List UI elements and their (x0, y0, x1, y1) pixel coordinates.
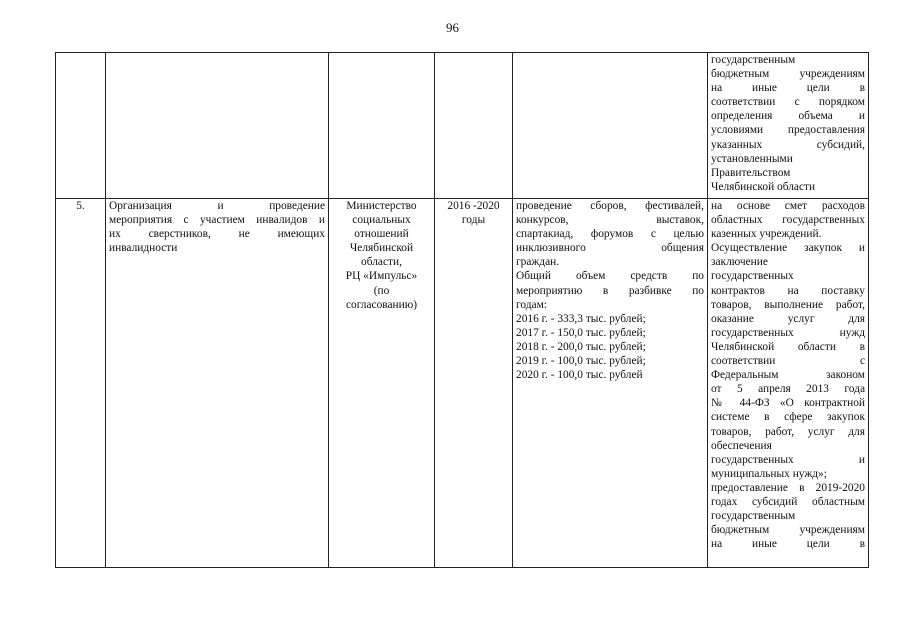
row-number: 5. (76, 200, 85, 212)
cell-content (513, 199, 708, 568)
cell-activity-empty (106, 53, 329, 199)
text-line: спартакиад, форумов с целью (516, 228, 704, 241)
text-line: Челябинской области в (711, 340, 865, 353)
text-line: на иные цели в (711, 82, 865, 95)
table-row (56, 53, 869, 199)
text-line: бюджетным учреждениям (711, 68, 865, 81)
text-line: муниципальных нужд»; (711, 467, 827, 480)
text-line: товаров, выполнение работ, (711, 298, 865, 311)
text-line: конкурсов, выставок, (516, 214, 704, 227)
text-line: 2020 г. - 100,0 тыс. рублей (516, 369, 643, 382)
page-number: 96 (446, 20, 459, 35)
text-line: № 44-ФЗ «О контрактной (711, 397, 865, 410)
text-line: контрактов на поставку (711, 284, 865, 297)
cell-executor (329, 199, 435, 568)
text-line: годы (461, 214, 486, 227)
text-line: инклюзивного общения (516, 242, 704, 255)
text-line: инвалидности (109, 242, 178, 255)
text-line: Правительством (711, 166, 791, 179)
text-line: области, (361, 256, 402, 269)
text-line: предоставление в 2019-2020 (711, 481, 865, 494)
cell-mechanism-continued (708, 53, 869, 199)
text-line: областных государственных (711, 214, 865, 227)
text-line: Челябинской области (711, 180, 816, 193)
text-line: установленными (711, 152, 793, 165)
text-line: обеспечения (711, 439, 772, 452)
text-line: проведение сборов, фестивалей, (516, 200, 704, 212)
table-row (56, 199, 869, 568)
text-line: годам: (516, 298, 547, 311)
cell-content-empty (513, 53, 708, 199)
text-line: государственным (711, 510, 796, 523)
text-line: государственных нужд (711, 326, 865, 339)
text-line: согласованию) (345, 298, 418, 311)
text-line: на основе смет расходов (711, 200, 865, 212)
cell-number-empty (56, 53, 106, 199)
text-line: мероприятия с участием инвалидов и (109, 214, 325, 227)
text-line: государственным (711, 54, 796, 66)
measures-table (55, 52, 869, 568)
text-line: 2016 г. - 333,3 тыс. рублей; (516, 312, 646, 325)
text-line: 2018 г. - 200,0 тыс. рублей; (516, 340, 646, 353)
text-line: от 5 апреля 2013 года (711, 383, 865, 396)
text-line: указанных субсидий, (711, 138, 865, 151)
text-line: социальных (352, 214, 411, 227)
text-line: их сверстников, не имеющих (109, 228, 325, 241)
text-line: государственных и (711, 453, 865, 466)
cell-activity (106, 199, 329, 568)
text-line: соответствии с порядком (711, 96, 865, 109)
text-line: соответствии с (711, 355, 865, 368)
text-line: Челябинской (349, 242, 414, 255)
text-line: Осуществление закупок и (711, 242, 865, 255)
text-line: условиями предоставления (711, 124, 865, 137)
text-line: заключение (711, 256, 768, 269)
text-line: 2019 г. - 100,0 тыс. рублей; (516, 355, 646, 368)
cell-number (56, 199, 106, 568)
text-line: Федеральным законом (711, 369, 865, 382)
text-line: (по (373, 284, 390, 297)
text-line: товаров, работ, услуг для (711, 425, 865, 438)
text-line: 2016 -2020 (447, 200, 500, 212)
text-line: Министерство (346, 200, 417, 212)
text-line: на иные цели в (711, 538, 865, 551)
text-line: мероприятию в разбивке по (516, 284, 704, 297)
cell-executor-empty (329, 53, 435, 199)
text-line: РЦ «Импульс» (345, 270, 418, 283)
cell-period-empty (435, 53, 513, 199)
text-line: бюджетным учреждениям (711, 524, 865, 537)
cell-mechanism (708, 199, 869, 568)
text-line: оказание услуг для (711, 312, 865, 325)
text-line: Общий объем средств по (516, 270, 704, 283)
text-line: 2017 г. - 150,0 тыс. рублей; (516, 326, 646, 339)
text-line: системе в сфере закупок (711, 411, 865, 424)
text-line: казенных учреждений. (711, 228, 822, 241)
cell-period (435, 199, 513, 568)
text-line: отношений (354, 228, 409, 241)
text-line: Организация и проведение (109, 200, 325, 212)
text-line: государственных (711, 270, 794, 283)
text-line: определения объема и (711, 110, 865, 123)
text-line: граждан. (516, 256, 560, 269)
text-line: годах субсидий областным (711, 495, 865, 508)
